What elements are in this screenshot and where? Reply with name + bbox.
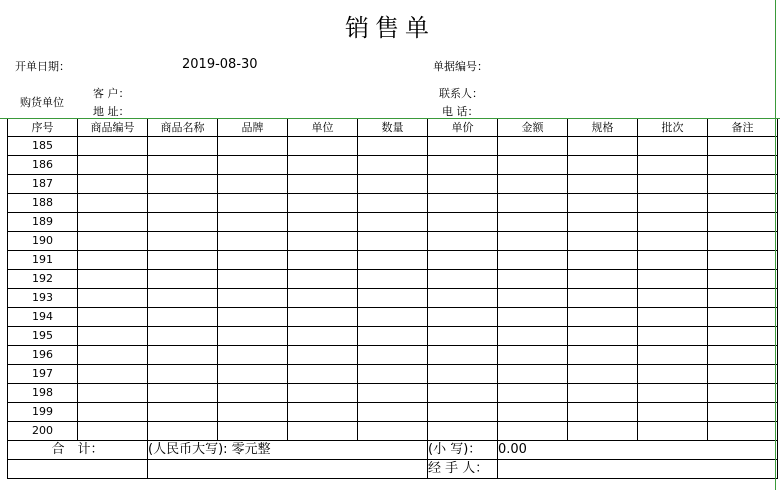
row-number-cell[interactable]: 189 — [8, 213, 78, 232]
table-cell[interactable] — [498, 213, 568, 232]
table-cell[interactable] — [78, 213, 148, 232]
table-cell[interactable] — [708, 365, 778, 384]
row-number-cell[interactable]: 188 — [8, 194, 78, 213]
table-cell[interactable] — [638, 270, 708, 289]
table-row — [8, 232, 778, 251]
table-cell[interactable] — [218, 175, 288, 194]
table-cell[interactable] — [358, 175, 428, 194]
table-row — [8, 137, 778, 156]
table-cell[interactable] — [498, 175, 568, 194]
table-cell[interactable] — [358, 327, 428, 346]
table-cell[interactable] — [498, 384, 568, 403]
row-number-cell[interactable]: 186 — [8, 156, 78, 175]
table-cell[interactable] — [218, 403, 288, 422]
table-cell[interactable] — [148, 289, 218, 308]
table-cell[interactable] — [218, 365, 288, 384]
table-cell[interactable] — [568, 137, 638, 156]
table-cell[interactable] — [568, 403, 638, 422]
table-cell[interactable] — [218, 384, 288, 403]
table-cell[interactable] — [638, 403, 708, 422]
table-cell[interactable] — [288, 213, 358, 232]
table-cell[interactable] — [288, 156, 358, 175]
table-cell[interactable] — [218, 289, 288, 308]
table-row — [8, 213, 778, 232]
col-header: 备注 — [708, 119, 778, 137]
table-cell[interactable] — [428, 251, 498, 270]
table-cell[interactable] — [428, 365, 498, 384]
table-cell[interactable] — [568, 289, 638, 308]
table-cell[interactable] — [428, 270, 498, 289]
table-cell[interactable] — [288, 308, 358, 327]
table-row — [8, 403, 778, 422]
table-cell[interactable] — [78, 384, 148, 403]
table-cell[interactable] — [428, 422, 498, 441]
table-cell[interactable] — [218, 422, 288, 441]
table-cell[interactable] — [708, 384, 778, 403]
table-cell[interactable] — [218, 308, 288, 327]
table-cell[interactable] — [78, 403, 148, 422]
table-cell[interactable] — [148, 384, 218, 403]
table-cell[interactable] — [288, 251, 358, 270]
table-cell[interactable] — [358, 403, 428, 422]
row-number-cell[interactable]: 197 — [8, 365, 78, 384]
table-cell[interactable] — [78, 308, 148, 327]
table-cell[interactable] — [288, 175, 358, 194]
handler-value[interactable] — [498, 460, 778, 479]
table-cell[interactable] — [358, 156, 428, 175]
table-cell[interactable] — [498, 308, 568, 327]
rmb-uppercase-amount[interactable]: (人民币大写): 零元整 — [148, 441, 428, 460]
table-cell[interactable] — [428, 308, 498, 327]
row-number-cell[interactable]: 200 — [8, 422, 78, 441]
table-cell[interactable] — [428, 289, 498, 308]
row-number-cell[interactable]: 195 — [8, 327, 78, 346]
table-cell[interactable] — [78, 365, 148, 384]
table-cell[interactable] — [568, 308, 638, 327]
table-cell[interactable] — [288, 422, 358, 441]
table-cell[interactable] — [428, 403, 498, 422]
table-cell[interactable] — [148, 251, 218, 270]
row-number-cell[interactable]: 190 — [8, 232, 78, 251]
col-header: 单位 — [288, 119, 358, 137]
row-number-cell[interactable]: 191 — [8, 251, 78, 270]
table-cell[interactable] — [498, 289, 568, 308]
table-cell[interactable] — [568, 422, 638, 441]
sheet-gridline — [0, 118, 780, 119]
table-cell[interactable] — [358, 346, 428, 365]
table-cell[interactable] — [568, 365, 638, 384]
table-cell[interactable] — [708, 327, 778, 346]
handler-label: 经 手 人： — [428, 460, 498, 479]
table-cell[interactable] — [568, 327, 638, 346]
table-cell[interactable] — [288, 194, 358, 213]
table-cell[interactable] — [498, 270, 568, 289]
table-cell[interactable] — [568, 232, 638, 251]
table-cell[interactable] — [358, 137, 428, 156]
table-cell[interactable] — [428, 213, 498, 232]
table-cell[interactable] — [288, 327, 358, 346]
table-cell[interactable] — [638, 308, 708, 327]
table-row — [8, 156, 778, 175]
table-cell[interactable] — [708, 270, 778, 289]
table-cell[interactable] — [78, 327, 148, 346]
table-row — [8, 308, 778, 327]
address-label: 地 址： — [93, 105, 130, 118]
table-cell[interactable] — [218, 137, 288, 156]
total-label: 合 计： — [8, 441, 148, 460]
table-cell[interactable] — [78, 232, 148, 251]
table-cell[interactable] — [638, 346, 708, 365]
table-cell[interactable] — [78, 422, 148, 441]
row-number-cell[interactable]: 193 — [8, 289, 78, 308]
table-cell[interactable] — [638, 251, 708, 270]
table-cell[interactable] — [638, 289, 708, 308]
table-cell[interactable] — [218, 194, 288, 213]
table-cell[interactable] — [148, 156, 218, 175]
row-number-cell[interactable]: 194 — [8, 308, 78, 327]
blank-cell[interactable] — [148, 460, 428, 479]
row-number-cell[interactable]: 198 — [8, 384, 78, 403]
row-number-cell[interactable]: 196 — [8, 346, 78, 365]
table-cell[interactable] — [708, 422, 778, 441]
table-cell[interactable] — [498, 156, 568, 175]
table-cell[interactable] — [218, 346, 288, 365]
col-header: 金额 — [498, 119, 568, 137]
table-cell[interactable] — [148, 308, 218, 327]
table-cell[interactable] — [148, 137, 218, 156]
table-cell[interactable] — [568, 194, 638, 213]
table-cell[interactable] — [148, 365, 218, 384]
table-cell[interactable] — [568, 175, 638, 194]
table-cell[interactable] — [78, 137, 148, 156]
table-cell[interactable] — [148, 270, 218, 289]
table-row — [8, 289, 778, 308]
table-cell[interactable] — [288, 270, 358, 289]
table-cell[interactable] — [708, 308, 778, 327]
table-cell[interactable] — [638, 232, 708, 251]
table-cell[interactable] — [358, 422, 428, 441]
table-cell[interactable] — [498, 232, 568, 251]
col-header: 规格 — [568, 119, 638, 137]
small-amount-value[interactable]: 0.00 — [498, 441, 778, 460]
table-cell[interactable] — [638, 175, 708, 194]
document-title: 销售单 — [345, 14, 435, 42]
table-cell[interactable] — [638, 422, 708, 441]
table-cell[interactable] — [78, 270, 148, 289]
table-cell[interactable] — [218, 251, 288, 270]
col-header: 数量 — [358, 119, 428, 137]
table-cell[interactable] — [78, 251, 148, 270]
table-cell[interactable] — [358, 308, 428, 327]
table-cell[interactable] — [148, 403, 218, 422]
table-cell[interactable] — [288, 384, 358, 403]
table-cell[interactable] — [498, 403, 568, 422]
table-cell[interactable] — [428, 194, 498, 213]
table-cell[interactable] — [638, 194, 708, 213]
table-cell[interactable] — [498, 327, 568, 346]
col-header: 单价 — [428, 119, 498, 137]
table-cell[interactable] — [148, 422, 218, 441]
table-cell[interactable] — [288, 403, 358, 422]
table-cell[interactable] — [638, 213, 708, 232]
small-amount-label: (小 写)： — [428, 441, 498, 460]
table-cell[interactable] — [148, 346, 218, 365]
table-cell[interactable] — [638, 365, 708, 384]
table-cell[interactable] — [78, 175, 148, 194]
table-row — [8, 270, 778, 289]
buyer-label: 购货单位 — [20, 96, 64, 109]
table-cell[interactable] — [708, 175, 778, 194]
row-number-cell[interactable]: 192 — [8, 270, 78, 289]
row-number-cell[interactable]: 187 — [8, 175, 78, 194]
customer-label: 客 户： — [93, 87, 130, 100]
table-cell[interactable] — [78, 194, 148, 213]
total-row — [8, 441, 778, 460]
table-cell[interactable] — [358, 270, 428, 289]
table-cell[interactable] — [708, 251, 778, 270]
table-header-row — [8, 119, 778, 137]
row-number-cell[interactable]: 199 — [8, 403, 78, 422]
table-row — [8, 365, 778, 384]
table-cell[interactable] — [78, 346, 148, 365]
table-cell[interactable] — [288, 346, 358, 365]
table-cell[interactable] — [358, 384, 428, 403]
table-cell[interactable] — [638, 327, 708, 346]
table-cell[interactable] — [708, 194, 778, 213]
col-header: 品牌 — [218, 119, 288, 137]
table-cell[interactable] — [218, 232, 288, 251]
table-cell[interactable] — [428, 156, 498, 175]
table-cell[interactable] — [708, 346, 778, 365]
table-cell[interactable] — [218, 156, 288, 175]
table-cell[interactable] — [708, 403, 778, 422]
table-cell[interactable] — [428, 384, 498, 403]
table-cell[interactable] — [428, 137, 498, 156]
table-cell[interactable] — [288, 365, 358, 384]
table-row — [8, 422, 778, 441]
table-cell[interactable] — [358, 213, 428, 232]
table-row — [8, 251, 778, 270]
table-cell[interactable] — [428, 232, 498, 251]
table-cell[interactable] — [498, 251, 568, 270]
open-date-label: 开单日期： — [15, 60, 70, 73]
table-cell[interactable] — [568, 251, 638, 270]
table-cell[interactable] — [708, 156, 778, 175]
table-cell[interactable] — [638, 137, 708, 156]
table-cell[interactable] — [218, 213, 288, 232]
table-cell[interactable] — [358, 194, 428, 213]
table-cell[interactable] — [568, 270, 638, 289]
table-cell[interactable] — [498, 194, 568, 213]
table-cell[interactable] — [358, 251, 428, 270]
table-cell[interactable] — [358, 365, 428, 384]
open-date-value[interactable]: 2019-08-30 — [182, 57, 258, 72]
table-cell[interactable] — [218, 270, 288, 289]
sales-table — [7, 118, 778, 479]
table-cell[interactable] — [708, 232, 778, 251]
table-row — [8, 327, 778, 346]
table-cell[interactable] — [428, 327, 498, 346]
table-cell[interactable] — [498, 346, 568, 365]
table-cell[interactable] — [218, 327, 288, 346]
table-cell[interactable] — [78, 289, 148, 308]
table-cell[interactable] — [568, 213, 638, 232]
col-header: 序号 — [8, 119, 78, 137]
table-row — [8, 346, 778, 365]
row-number-cell[interactable]: 185 — [8, 137, 78, 156]
sheet-gridline — [775, 0, 776, 490]
table-cell[interactable] — [568, 346, 638, 365]
table-cell[interactable] — [428, 175, 498, 194]
table-cell[interactable] — [358, 232, 428, 251]
contact-label: 联系人： — [439, 87, 483, 100]
table-cell[interactable] — [148, 232, 218, 251]
table-cell[interactable] — [708, 213, 778, 232]
table-cell[interactable] — [288, 232, 358, 251]
table-row — [8, 194, 778, 213]
table-cell[interactable] — [638, 384, 708, 403]
col-header: 商品名称 — [148, 119, 218, 137]
table-cell[interactable] — [568, 384, 638, 403]
table-cell[interactable] — [148, 175, 218, 194]
table-cell[interactable] — [288, 137, 358, 156]
table-cell[interactable] — [148, 327, 218, 346]
table-cell[interactable] — [148, 213, 218, 232]
table-cell[interactable] — [638, 156, 708, 175]
table-cell[interactable] — [568, 156, 638, 175]
phone-label: 电 话： — [442, 105, 479, 118]
table-row — [8, 175, 778, 194]
table-cell[interactable] — [708, 289, 778, 308]
col-header: 商品编号 — [78, 119, 148, 137]
table-cell[interactable] — [288, 289, 358, 308]
table-cell[interactable] — [708, 137, 778, 156]
handler-row — [8, 460, 778, 479]
col-header: 批次 — [638, 119, 708, 137]
table-cell[interactable] — [148, 194, 218, 213]
table-cell[interactable] — [498, 422, 568, 441]
blank-cell[interactable] — [8, 460, 148, 479]
table-cell[interactable] — [498, 137, 568, 156]
table-cell[interactable] — [358, 289, 428, 308]
doc-number-label: 单据编号： — [433, 60, 488, 73]
table-cell[interactable] — [78, 156, 148, 175]
table-cell[interactable] — [428, 346, 498, 365]
table-row — [8, 384, 778, 403]
table-cell[interactable] — [498, 365, 568, 384]
